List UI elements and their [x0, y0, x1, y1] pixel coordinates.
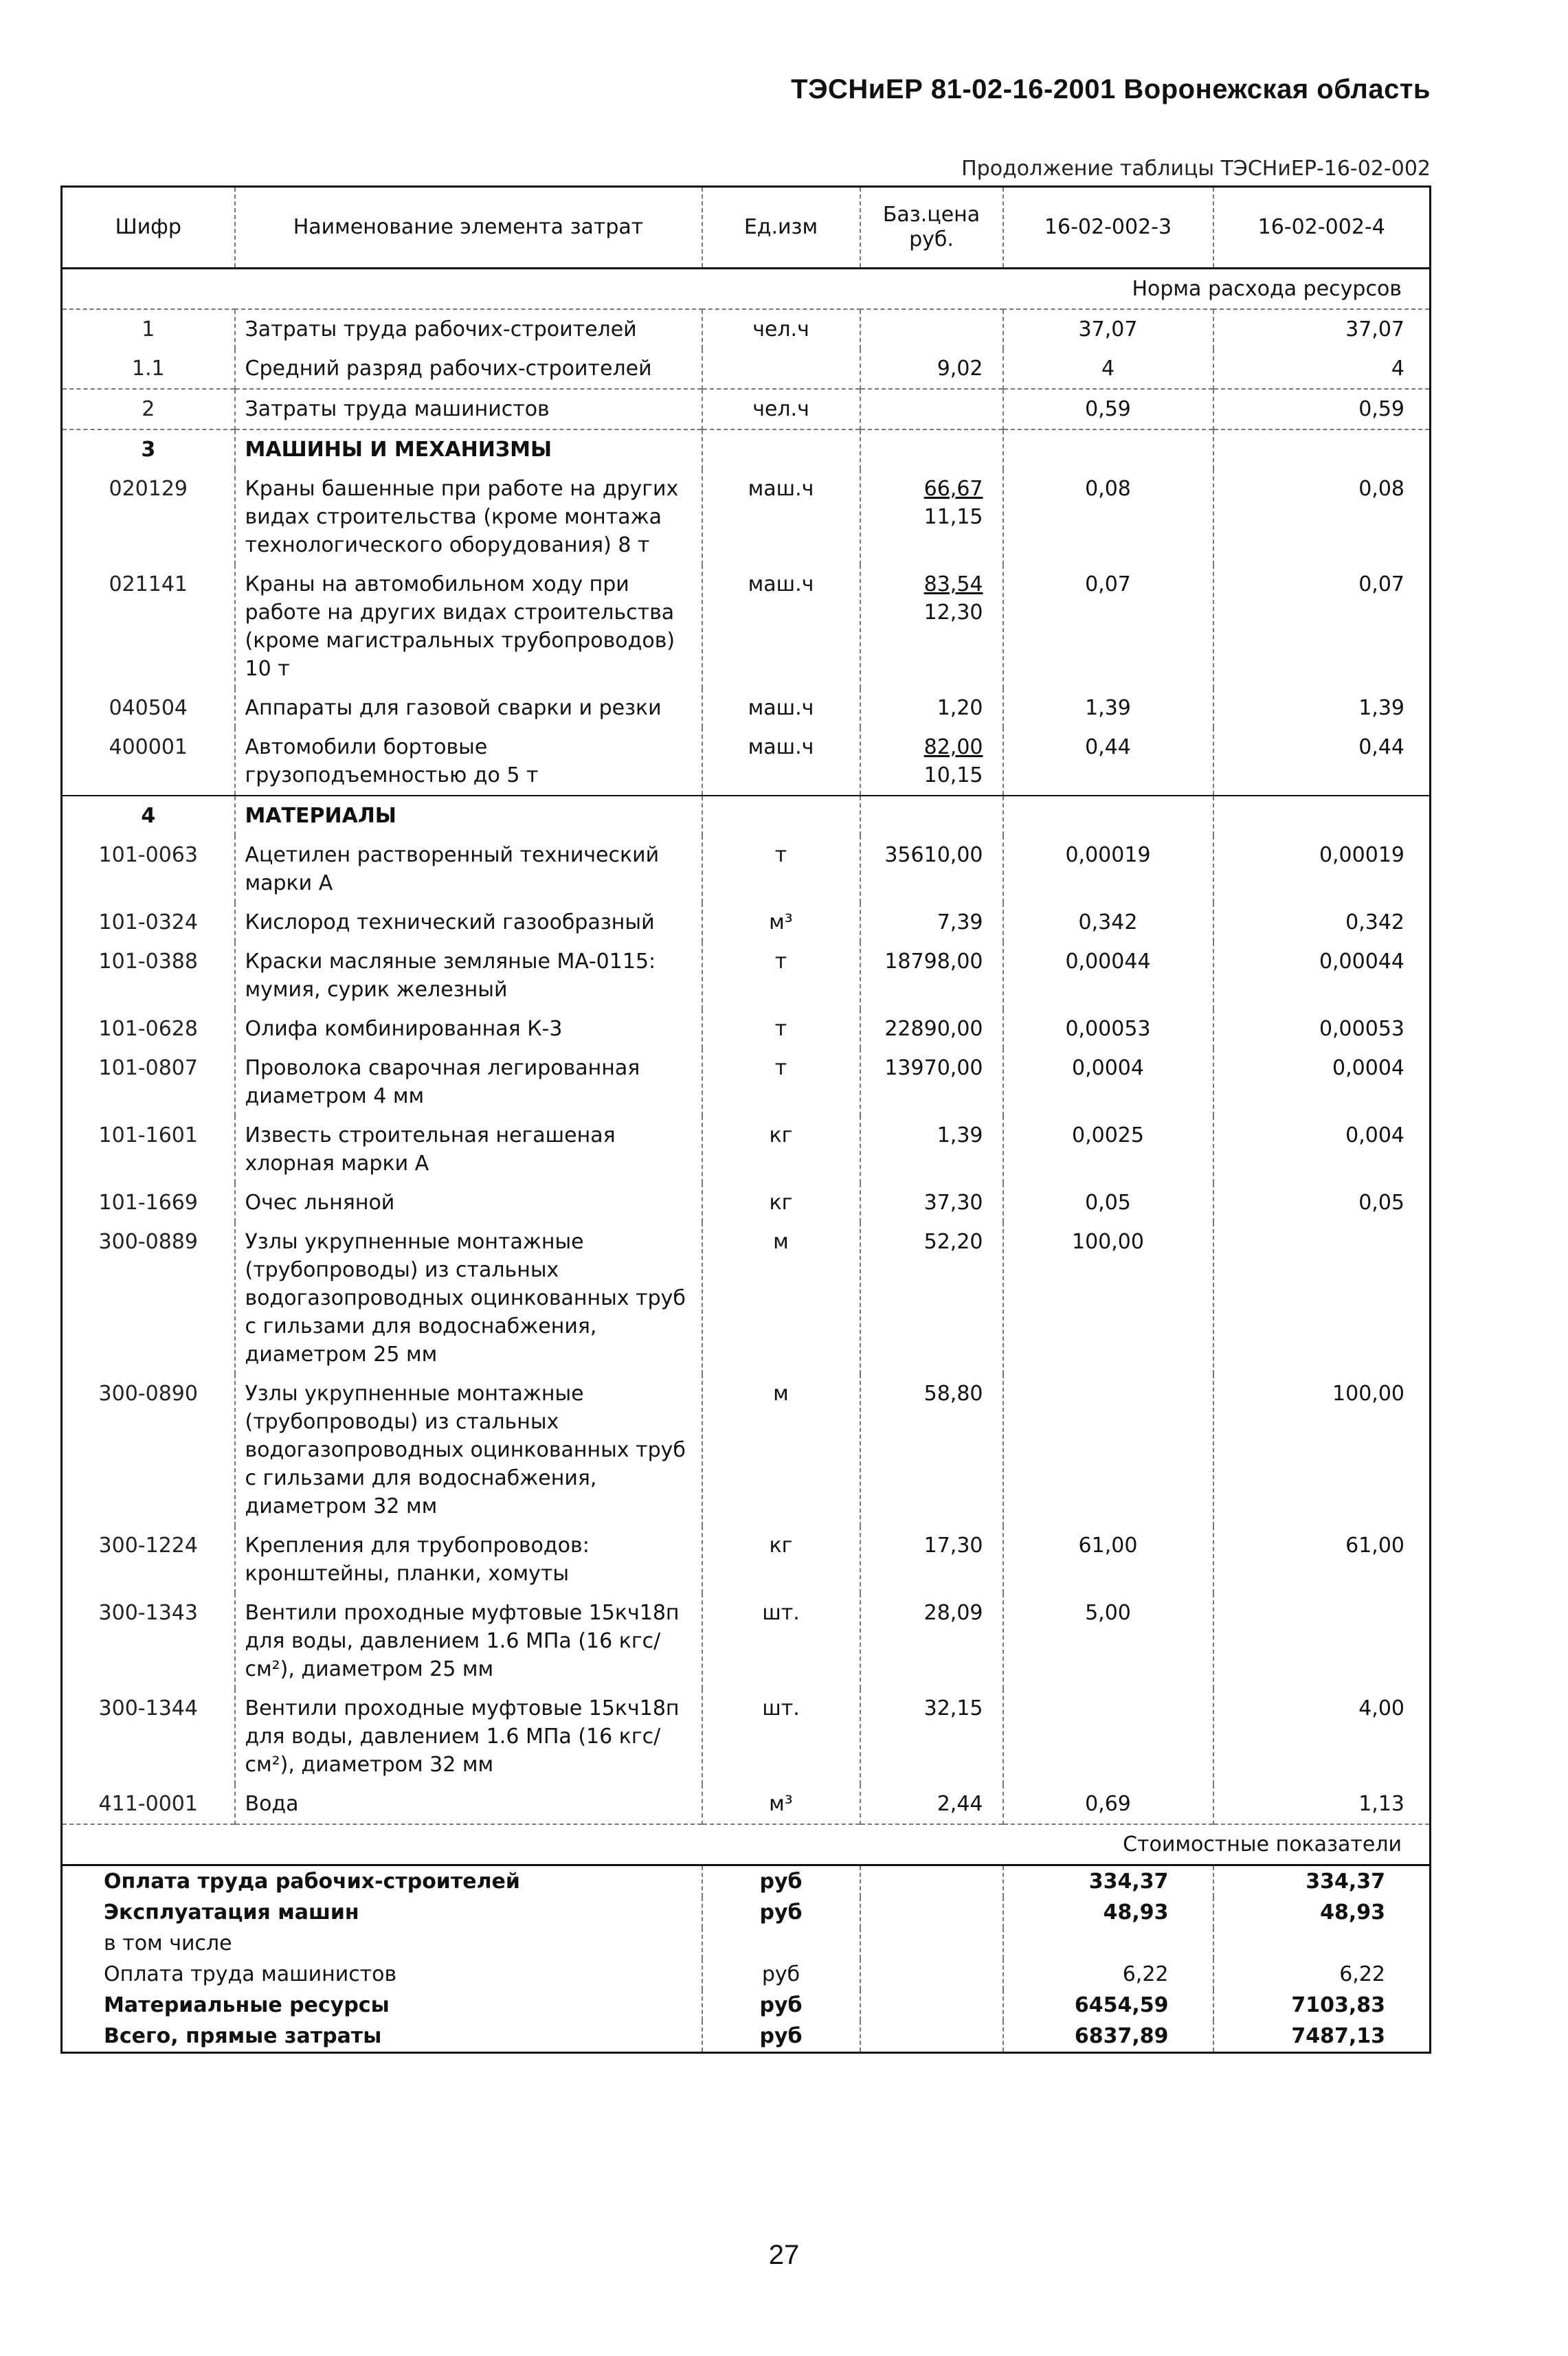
norm-16-02-002-4 — [1213, 1593, 1431, 1689]
norm-16-02-002-3 — [1003, 1689, 1213, 1784]
cost-code: 101-0807 — [98, 1056, 198, 1080]
summary-value-16-02-002-4 — [1213, 1928, 1431, 1959]
summary-empty-cell — [860, 2021, 1003, 2053]
table-row — [62, 688, 1431, 728]
cost-code: 2 — [62, 389, 235, 429]
base-price-value: 66,67 — [923, 477, 983, 501]
cost-code: 020129 — [109, 477, 188, 501]
cost-element-name: Олифа комбинированная К-3 — [235, 1009, 702, 1048]
base-price-value: 17,30 — [923, 1534, 983, 1558]
unit-of-measure: т — [702, 942, 860, 1009]
cost-code: 1.1 — [131, 357, 165, 381]
base-price — [860, 796, 1003, 835]
unit-of-measure: м — [702, 1374, 860, 1526]
unit-of-measure: чел.ч — [702, 309, 860, 349]
cost-code: 021141 — [109, 572, 188, 596]
table-row — [62, 389, 1431, 429]
summary-unit — [702, 1928, 860, 1959]
norm-16-02-002-3: 0,08 — [1003, 469, 1213, 565]
unit-of-measure: кг — [702, 1183, 860, 1222]
norm-16-02-002-4: 0,0004 — [1213, 1048, 1431, 1116]
table-row — [62, 469, 1431, 565]
norm-16-02-002-4 — [1213, 429, 1431, 469]
norm-16-02-002-4: 0,00019 — [1213, 835, 1431, 903]
norm-16-02-002-4: 0,342 — [1213, 903, 1431, 942]
column-header: Шифр — [62, 187, 235, 269]
base-price-value: 52,20 — [923, 1230, 983, 1254]
norm-16-02-002-3: 0,342 — [1003, 903, 1213, 942]
table-row — [62, 1222, 1431, 1374]
table-row — [62, 1183, 1431, 1222]
table-row — [62, 1374, 1431, 1526]
table-row — [62, 835, 1431, 903]
cost-code: 300-1224 — [98, 1534, 198, 1558]
norm-16-02-002-3: 0,07 — [1003, 565, 1213, 688]
cost-code: 4 — [62, 796, 235, 835]
cost-element-name: Очес льняной — [235, 1183, 702, 1222]
norm-16-02-002-3 — [1003, 429, 1213, 469]
summary-row — [62, 1959, 1431, 1990]
unit-of-measure: м³ — [702, 903, 860, 942]
base-price — [860, 1374, 1003, 1526]
table-row — [62, 1784, 1431, 1824]
base-price — [860, 1048, 1003, 1116]
base-price-value: 1,20 — [937, 696, 983, 720]
base-price-value: 32,15 — [923, 1696, 983, 1720]
norm-16-02-002-4: 0,00053 — [1213, 1009, 1431, 1048]
summary-unit: руб — [702, 1865, 860, 1898]
table-row — [62, 429, 1431, 469]
column-header: 16-02-002-4 — [1213, 187, 1431, 269]
cost-code: 300-0889 — [98, 1230, 198, 1254]
summary-label: Оплата труда машинистов — [104, 1962, 397, 1986]
summary-unit: руб — [702, 1959, 860, 1990]
summary-label: в том числе — [104, 1931, 232, 1955]
table-row — [62, 796, 1431, 835]
cost-element-name: Вентили проходные муфтовые 15кч18п для воды, давлением 1.6 МПа (16 кгс/см²), диаметром 25 мм — [235, 1593, 702, 1689]
base-price-value: 35610,00 — [884, 843, 983, 867]
norm-16-02-002-3: 0,05 — [1003, 1183, 1213, 1222]
column-header: Наименование элемента затрат — [235, 187, 702, 269]
base-price — [860, 942, 1003, 1009]
column-header: Баз.цена руб. — [860, 187, 1003, 269]
base-price — [860, 1526, 1003, 1593]
cost-element-name: Узлы укрупненные монтажные (трубопроводы) из стальных водогазопроводных оцинкованных труб с гильзами для водоснабжения, диаметром 25 мм — [235, 1222, 702, 1374]
summary-row — [62, 2021, 1431, 2053]
table-row — [62, 1593, 1431, 1689]
summary-empty-cell — [860, 1990, 1003, 2021]
base-price — [860, 1009, 1003, 1048]
base-price-wage-part: 10,15 — [923, 763, 983, 787]
norm-16-02-002-3: 5,00 — [1003, 1593, 1213, 1689]
unit-of-measure: кг — [702, 1526, 860, 1593]
norm-16-02-002-3: 4 — [1003, 349, 1213, 389]
table-row — [62, 349, 1431, 389]
norm-16-02-002-4: 100,00 — [1213, 1374, 1431, 1526]
cost-code: 1 — [142, 317, 155, 341]
base-price-value: 2,44 — [937, 1792, 983, 1816]
cost-code: 040504 — [109, 696, 188, 720]
base-price-value: 22890,00 — [884, 1017, 983, 1041]
unit-of-measure: м³ — [702, 1784, 860, 1824]
unit-of-measure: кг — [702, 1116, 860, 1183]
cost-element-name: МАШИНЫ И МЕХАНИЗМЫ — [235, 429, 702, 469]
summary-value-16-02-002-4: 48,93 — [1213, 1897, 1431, 1928]
cost-code: 101-0628 — [98, 1017, 198, 1041]
cost-code: 3 — [62, 429, 235, 469]
table-row — [62, 1689, 1431, 1784]
summary-empty-cell — [860, 1897, 1003, 1928]
base-price — [860, 389, 1003, 429]
norm-16-02-002-4: 61,00 — [1213, 1526, 1431, 1593]
table-row — [62, 309, 1431, 349]
norm-16-02-002-3: 0,69 — [1003, 1784, 1213, 1824]
summary-empty-cell — [860, 1865, 1003, 1898]
unit-of-measure: т — [702, 1009, 860, 1048]
table-continuation-caption: Продолжение таблицы ТЭСНиЕР-16-02-002 — [961, 157, 1431, 181]
unit-of-measure: т — [702, 835, 860, 903]
norm-16-02-002-4: 0,07 — [1213, 565, 1431, 688]
norm-16-02-002-4: 0,00044 — [1213, 942, 1431, 1009]
base-price — [860, 429, 1003, 469]
summary-value-16-02-002-4: 334,37 — [1213, 1865, 1431, 1898]
norm-16-02-002-4: 0,59 — [1213, 389, 1431, 429]
base-price-value: 9,02 — [937, 357, 983, 381]
base-price-value: 37,30 — [923, 1191, 983, 1215]
summary-value-16-02-002-3: 6,22 — [1003, 1959, 1213, 1990]
cost-element-name: Кислород технический газообразный — [235, 903, 702, 942]
table-row — [62, 1526, 1431, 1593]
summary-label: Оплата труда рабочих-строителей — [104, 1870, 520, 1894]
base-price — [860, 565, 1003, 688]
cost-code: 101-0324 — [98, 910, 198, 934]
base-price-wage-part: 12,30 — [923, 601, 983, 625]
summary-value-16-02-002-3: 48,93 — [1003, 1897, 1213, 1928]
norm-16-02-002-4: 1,13 — [1213, 1784, 1431, 1824]
table-row — [62, 903, 1431, 942]
summary-value-16-02-002-4: 6,22 — [1213, 1959, 1431, 1990]
summary-row — [62, 1928, 1431, 1959]
cost-element-name: Узлы укрупненные монтажные (трубопроводы) из стальных водогазопроводных оцинкованных труб с гильзами для водоснабжения, диаметром 32 мм — [235, 1374, 702, 1526]
norm-16-02-002-4: 37,07 — [1213, 309, 1431, 349]
cost-element-name: Затраты труда рабочих-строителей — [235, 309, 702, 349]
norm-16-02-002-3 — [1003, 796, 1213, 835]
base-price-value: 83,54 — [923, 572, 983, 596]
norm-16-02-002-3 — [1003, 1374, 1213, 1526]
base-price-value: 58,80 — [923, 1382, 983, 1406]
base-price-value: 82,00 — [923, 735, 983, 759]
cost-element-name: МАТЕРИАЛЫ — [235, 796, 702, 835]
cost-element-name: Проволока сварочная легированная диаметром 4 мм — [235, 1048, 702, 1116]
base-price-value: 1,39 — [937, 1123, 983, 1147]
summary-row — [62, 1990, 1431, 2021]
section-label-row — [62, 1824, 1431, 1865]
base-price — [860, 1222, 1003, 1374]
norm-16-02-002-3: 37,07 — [1003, 309, 1213, 349]
table-header-row — [62, 187, 1431, 269]
unit-of-measure — [702, 796, 860, 835]
cost-code: 101-0063 — [98, 843, 198, 867]
summary-unit: руб — [702, 2021, 860, 2053]
cost-element-name: Затраты труда машинистов — [235, 389, 702, 429]
cost-section-label: Стоимостные показатели — [62, 1824, 1431, 1865]
cost-code: 400001 — [109, 735, 188, 759]
summary-label: Всего, прямые затраты — [104, 2024, 382, 2048]
summary-empty-cell — [860, 1959, 1003, 1990]
base-price-value: 18798,00 — [884, 950, 983, 974]
cost-code: 300-1344 — [98, 1696, 198, 1720]
norm-section-label: Норма расхода ресурсов — [62, 269, 1431, 310]
unit-of-measure: маш.ч — [702, 565, 860, 688]
column-header: Ед.изм — [702, 187, 860, 269]
summary-empty-cell — [860, 1928, 1003, 1959]
document-header: ТЭСНиЕР 81-02-16-2001 Воронежская область — [791, 74, 1431, 104]
unit-of-measure — [702, 349, 860, 389]
cost-element-name: Ацетилен растворенный технический марки А — [235, 835, 702, 903]
cost-element-name: Краски масляные земляные МА-0115: мумия, сурик железный — [235, 942, 702, 1009]
norm-16-02-002-4: 0,004 — [1213, 1116, 1431, 1183]
unit-of-measure: шт. — [702, 1689, 860, 1784]
unit-of-measure: маш.ч — [702, 469, 860, 565]
norm-16-02-002-3: 61,00 — [1003, 1526, 1213, 1593]
base-price — [860, 688, 1003, 728]
unit-of-measure — [702, 429, 860, 469]
cost-code: 101-1669 — [98, 1191, 198, 1215]
summary-value-16-02-002-4: 7487,13 — [1213, 2021, 1431, 2053]
cost-element-name: Вентили проходные муфтовые 15кч18п для воды, давлением 1.6 МПа (16 кгс/см²), диаметром 32 мм — [235, 1689, 702, 1784]
cost-element-name: Автомобили бортовые грузоподъемностью до 5 т — [235, 728, 702, 796]
table-row — [62, 942, 1431, 1009]
base-price — [860, 1689, 1003, 1784]
cost-element-name: Крепления для трубопроводов: кронштейны, планки, хомуты — [235, 1526, 702, 1593]
base-price — [860, 1593, 1003, 1689]
base-price — [860, 1784, 1003, 1824]
base-price-value: 13970,00 — [884, 1056, 983, 1080]
norm-16-02-002-3: 0,0025 — [1003, 1116, 1213, 1183]
norm-16-02-002-4 — [1213, 796, 1431, 835]
base-price — [860, 309, 1003, 349]
base-price — [860, 835, 1003, 903]
summary-value-16-02-002-3: 334,37 — [1003, 1865, 1213, 1898]
cost-element-name: Краны на автомобильном ходу при работе на других видах строительства (кроме магистральных трубопроводов) 10 т — [235, 565, 702, 688]
base-price-value: 7,39 — [937, 910, 983, 934]
table-row — [62, 1048, 1431, 1116]
base-price — [860, 903, 1003, 942]
cost-code: 300-1343 — [98, 1601, 198, 1625]
unit-of-measure: шт. — [702, 1593, 860, 1689]
norm-16-02-002-4 — [1213, 1222, 1431, 1374]
base-price — [860, 469, 1003, 565]
norm-16-02-002-4: 1,39 — [1213, 688, 1431, 728]
unit-of-measure: чел.ч — [702, 389, 860, 429]
norm-16-02-002-3: 0,0004 — [1003, 1048, 1213, 1116]
table-row — [62, 1009, 1431, 1048]
base-price — [860, 728, 1003, 796]
summary-value-16-02-002-3: 6837,89 — [1003, 2021, 1213, 2053]
norm-16-02-002-3: 0,00053 — [1003, 1009, 1213, 1048]
base-price — [860, 1183, 1003, 1222]
norm-16-02-002-4: 0,08 — [1213, 469, 1431, 565]
summary-row — [62, 1897, 1431, 1928]
base-price — [860, 349, 1003, 389]
norm-16-02-002-3: 0,44 — [1003, 728, 1213, 796]
norm-16-02-002-3: 0,00019 — [1003, 835, 1213, 903]
summary-label: Эксплуатация машин — [104, 1900, 359, 1925]
unit-of-measure: м — [702, 1222, 860, 1374]
cost-code: 101-0388 — [98, 950, 198, 974]
cost-code: 300-0890 — [98, 1382, 198, 1406]
summary-row — [62, 1865, 1431, 1898]
resource-norms-table — [60, 186, 1431, 2054]
summary-value-16-02-002-3: 6454,59 — [1003, 1990, 1213, 2021]
summary-unit: руб — [702, 1897, 860, 1928]
summary-label: Материальные ресурсы — [104, 1993, 390, 2017]
summary-value-16-02-002-4: 7103,83 — [1213, 1990, 1431, 2021]
column-header: 16-02-002-3 — [1003, 187, 1213, 269]
norm-16-02-002-3: 0,59 — [1003, 389, 1213, 429]
section-label-row — [62, 269, 1431, 310]
table-row — [62, 1116, 1431, 1183]
unit-of-measure: маш.ч — [702, 688, 860, 728]
base-price-wage-part: 11,15 — [923, 505, 983, 529]
cost-code: 411-0001 — [98, 1792, 198, 1816]
cost-element-name: Вода — [235, 1784, 702, 1824]
norm-16-02-002-3: 0,00044 — [1003, 942, 1213, 1009]
base-price-value: 28,09 — [923, 1601, 983, 1625]
norm-16-02-002-3: 1,39 — [1003, 688, 1213, 728]
unit-of-measure: маш.ч — [702, 728, 860, 796]
norm-16-02-002-4: 0,44 — [1213, 728, 1431, 796]
summary-value-16-02-002-3 — [1003, 1928, 1213, 1959]
table-row — [62, 565, 1431, 688]
summary-unit: руб — [702, 1990, 860, 2021]
unit-of-measure: т — [702, 1048, 860, 1116]
cost-element-name: Известь строительная негашеная хлорная марки А — [235, 1116, 702, 1183]
cost-element-name: Краны башенные при работе на других видах строительства (кроме монтажа технологического оборудования) 8 т — [235, 469, 702, 565]
base-price — [860, 1116, 1003, 1183]
norm-16-02-002-4: 4 — [1213, 349, 1431, 389]
table-row — [62, 728, 1431, 796]
norm-16-02-002-4: 0,05 — [1213, 1183, 1431, 1222]
cost-element-name: Аппараты для газовой сварки и резки — [235, 688, 702, 728]
page-number: 27 — [768, 2240, 800, 2270]
cost-code: 101-1601 — [98, 1123, 198, 1147]
norm-16-02-002-4: 4,00 — [1213, 1689, 1431, 1784]
cost-element-name: Средний разряд рабочих-строителей — [235, 349, 702, 389]
norm-16-02-002-3: 100,00 — [1003, 1222, 1213, 1374]
